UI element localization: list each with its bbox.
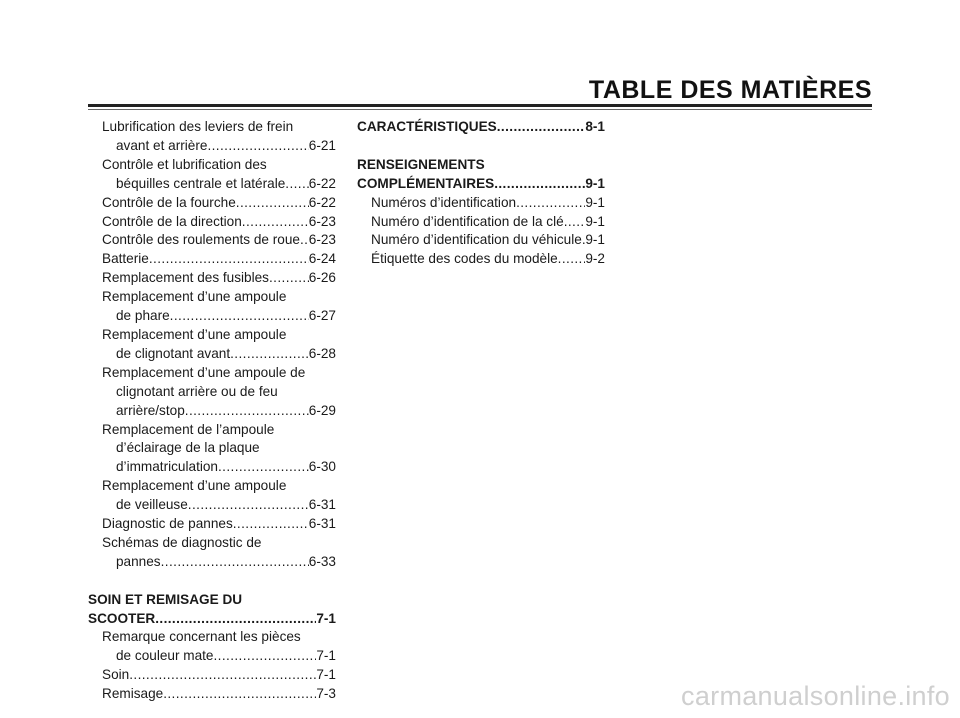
toc-line: d’éclairage de la plaque xyxy=(116,440,260,456)
toc-entry[interactable]: Contrôle de la fourche ..... 6-22 xyxy=(88,194,336,213)
page-number: 6-27 xyxy=(308,308,336,324)
page-number: 8-1 xyxy=(585,119,605,134)
page-number: 6-28 xyxy=(308,345,336,361)
page-number: 6-30 xyxy=(308,459,336,475)
toc-line: Remplacement de l’ampoule xyxy=(102,421,275,437)
toc-entry[interactable]: Contrôle des roulements de roue ..... 6-23 xyxy=(88,231,336,250)
toc-entry[interactable]: Numéros d’identification ..... 9-1 xyxy=(357,194,605,213)
toc-entry[interactable]: Numéro d’identification de la clé ..... 9-1 xyxy=(357,213,605,232)
toc-entry[interactable]: Soin ..... 7-1 xyxy=(88,666,336,685)
page-number: 6-23 xyxy=(308,213,336,229)
page-number: 9-1 xyxy=(585,213,605,229)
toc-entry[interactable]: Remplacement des fusibles ..... 6-26 xyxy=(88,269,336,288)
page-title: TABLE DES MATIÈRES xyxy=(588,76,872,104)
toc-entry[interactable]: Diagnostic de pannes ..... 6-31 xyxy=(88,515,336,534)
page-number: 6-33 xyxy=(308,553,336,569)
page-number: 7-1 xyxy=(316,667,336,683)
toc-entry[interactable]: pannes ..... 6-33 xyxy=(88,553,336,572)
toc-line: Remplacement d’une ampoule xyxy=(102,289,287,305)
page-number: 9-1 xyxy=(585,175,605,191)
toc-entry[interactable]: de clignotant avant ..... 6-28 xyxy=(88,345,336,364)
toc-line: clignotant arrière ou de feu xyxy=(116,383,278,399)
toc-entry[interactable]: Étiquette des codes du modèle ..... 9-2 xyxy=(357,250,605,269)
page-number: 6-21 xyxy=(308,137,336,153)
toc-section-entry[interactable]: CARACTÉRISTIQUES ..... 8-1 xyxy=(357,118,605,137)
page-number: 6-31 xyxy=(308,497,336,513)
toc-entry[interactable]: Remisage ..... 7-3 xyxy=(88,685,336,704)
toc-entry[interactable]: d’immatriculation ..... 6-30 xyxy=(88,458,336,477)
section-gap xyxy=(357,137,605,156)
page-number: 9-1 xyxy=(585,232,605,248)
page-number: 7-1 xyxy=(316,610,336,626)
toc-entry[interactable]: arrière/stop ..... 6-29 xyxy=(88,402,336,421)
toc-line: Remarque concernant les pièces xyxy=(102,629,301,645)
toc-entry[interactable]: Numéro d’identification du véhicule ..... 9-1 xyxy=(357,231,605,250)
toc-entry[interactable]: béquilles centrale et latérale ..... 6-22 xyxy=(88,175,336,194)
page-number: 6-31 xyxy=(308,516,336,532)
toc-line: Lubrification des leviers de frein xyxy=(102,119,294,134)
toc-line: Schémas de diagnostic de xyxy=(102,534,262,550)
toc-section-entry[interactable]: SCOOTER ..... 7-1 xyxy=(88,610,336,629)
page-number: 9-2 xyxy=(585,251,605,267)
page-number: 6-29 xyxy=(308,402,336,418)
toc-column-left xyxy=(88,118,336,704)
page-number: 6-22 xyxy=(308,175,336,191)
toc-entry[interactable]: avant et arrière ..... 6-21 xyxy=(88,137,336,156)
toc-column-right xyxy=(357,118,605,269)
toc-entry[interactable]: de couleur mate ..... 7-1 xyxy=(88,647,336,666)
watermark-text: carmanualsonline.info xyxy=(681,681,950,711)
toc-section-heading: RENSEIGNEMENTS xyxy=(357,156,485,172)
toc-line: Remplacement d’une ampoule xyxy=(102,326,287,342)
page-number: 6-26 xyxy=(308,270,336,286)
header-rule-thick xyxy=(88,104,872,107)
toc-entry[interactable]: Contrôle de la direction ..... 6-23 xyxy=(88,213,336,232)
toc-section-heading: SOIN ET REMISAGE DU xyxy=(88,591,243,607)
toc-line: Contrôle et lubrification des xyxy=(102,156,267,172)
toc-entry[interactable]: de veilleuse ..... 6-31 xyxy=(88,496,336,515)
page-number: 9-1 xyxy=(585,194,605,210)
toc-entry[interactable]: Batterie ..... 6-24 xyxy=(88,250,336,269)
toc-line: Remplacement d’une ampoule de xyxy=(102,364,306,380)
page-number: 6-23 xyxy=(308,232,336,248)
header-rule-thin xyxy=(88,109,872,110)
page-number: 7-1 xyxy=(316,648,336,664)
page-number: 6-24 xyxy=(308,251,336,267)
toc-line: Remplacement d’une ampoule xyxy=(102,478,287,494)
section-gap xyxy=(88,572,336,591)
page-number: 7-3 xyxy=(316,686,336,702)
page-number: 6-22 xyxy=(308,194,336,210)
toc-section-entry[interactable]: COMPLÉMENTAIRES ..... 9-1 xyxy=(357,175,605,194)
toc-entry[interactable]: de phare ..... 6-27 xyxy=(88,307,336,326)
